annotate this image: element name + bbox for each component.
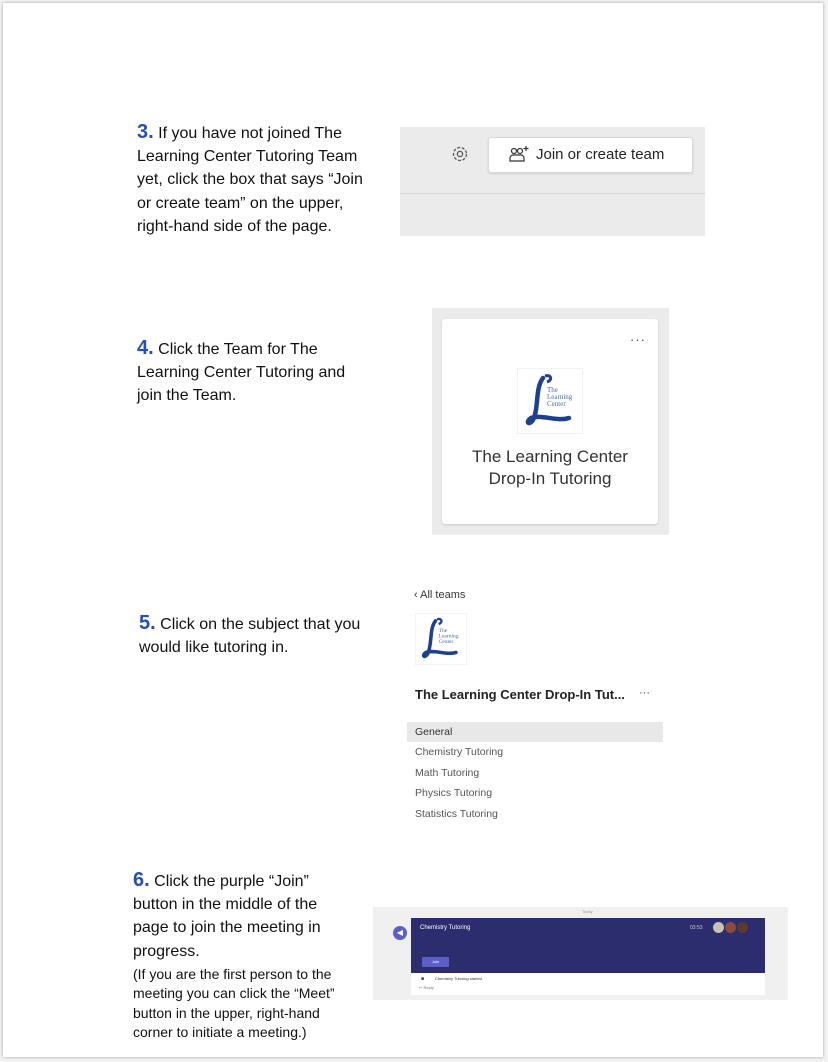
reply-link[interactable]: ↩ Reply <box>419 985 434 990</box>
step-3-text: If you have not joined The Learning Center Tutoring Team yet, click the box that says “Join or create team” on the upper, right-hand side of the page. <box>137 125 363 235</box>
step-3-number: 3. <box>137 121 154 143</box>
all-teams-link[interactable] <box>414 589 465 601</box>
more-options-icon[interactable]: ··· <box>630 332 646 347</box>
meeting-title: Chemistry Tutoring <box>420 925 471 931</box>
logo-text-learning: Learning <box>547 393 573 401</box>
channel-statistics-tutoring[interactable]: Statistics Tutoring <box>415 808 498 820</box>
meeting-started-message <box>411 973 765 995</box>
join-or-create-team-label: Join or create team <box>536 146 665 163</box>
team-card-name-line2: Drop-In Tutoring <box>488 469 612 488</box>
step-5-number: 5. <box>139 612 156 634</box>
logo-text-the: The <box>547 386 558 394</box>
join-or-create-team-button[interactable] <box>488 137 693 173</box>
meeting-screenshot <box>373 907 788 1000</box>
team-card[interactable] <box>442 319 658 524</box>
logo-text-the: The <box>438 627 448 634</box>
step-6-note: (If you are the first person to the meeting you can click the “Meet” button in the upper, right-hand corner to initiate a meeting.) <box>133 965 335 1041</box>
avatar <box>737 922 748 933</box>
team-more-options-icon[interactable]: ··· <box>639 687 650 699</box>
step-6-number: 6. <box>133 869 150 891</box>
join-button[interactable]: Join <box>422 957 449 967</box>
all-teams-label: All teams <box>420 589 466 601</box>
gear-icon[interactable] <box>450 144 470 164</box>
join-create-team-screenshot <box>400 127 705 236</box>
team-card-name-line1: The Learning Center <box>472 447 628 466</box>
today-label: Today <box>582 909 593 914</box>
step-4 <box>137 337 347 408</box>
meeting-banner <box>411 918 765 973</box>
document-page <box>3 3 823 1057</box>
step-5-text: Click on the subject that you would like tutoring in. <box>139 616 361 657</box>
step-5 <box>139 612 369 659</box>
step-4-number: 4. <box>137 337 154 359</box>
team-card-screenshot <box>432 308 669 535</box>
step-3 <box>137 121 367 238</box>
channel-general[interactable]: General <box>407 722 663 742</box>
learning-center-logo <box>517 368 583 434</box>
team-logo-small <box>415 613 467 665</box>
meeting-icon: ◀ <box>393 926 407 940</box>
channel-chemistry-tutoring[interactable]: Chemistry Tutoring <box>415 746 504 758</box>
step-6-text: Click the purple “Join” button in the middle of the page to join the meeting in progress. <box>133 873 321 960</box>
channel-math-tutoring[interactable]: Math Tutoring <box>415 767 480 779</box>
video-camera-icon: ■ <box>421 976 425 982</box>
meeting-started-text: Chemistry Tutoring started <box>435 976 482 981</box>
add-team-icon <box>508 145 530 165</box>
team-card-name <box>442 446 658 490</box>
logo-text-center: Center <box>547 400 566 408</box>
team-name: The Learning Center Drop-In Tut... <box>415 687 625 702</box>
channel-list-screenshot <box>403 583 669 833</box>
chevron-left-icon: ‹ <box>414 589 421 601</box>
channel-physics-tutoring[interactable]: Physics Tutoring <box>415 787 493 799</box>
logo-text-center: Center <box>438 638 454 645</box>
divider <box>400 193 705 194</box>
step-6 <box>133 869 351 1043</box>
avatar <box>725 922 736 933</box>
meeting-duration: 03:53 <box>690 925 703 931</box>
step-4-text: Click the Team for The Learning Center Tutoring and join the Team. <box>137 341 346 405</box>
logo-text-learning: Learning <box>438 633 459 640</box>
avatar <box>713 922 724 933</box>
